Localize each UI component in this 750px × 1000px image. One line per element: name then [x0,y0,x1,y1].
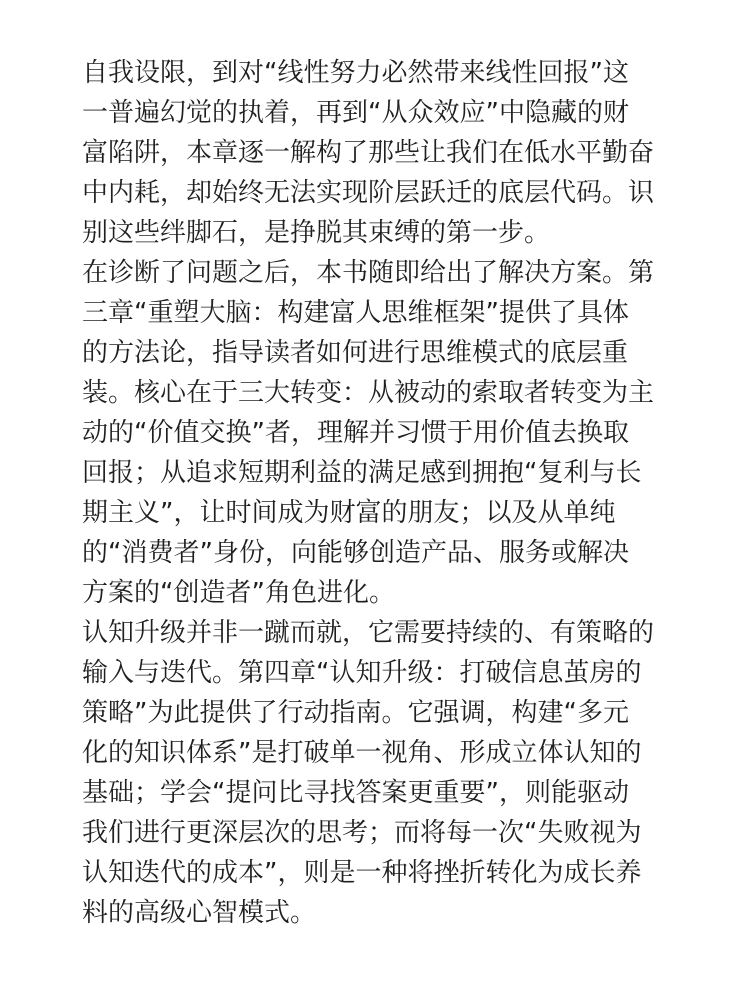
paragraph-1 [82,53,682,253]
paragraph-2 [82,253,682,613]
text-line: 的“消费者”身份，向能够创造产品、服务或解决 [82,538,629,568]
text-line: 的方法论，指导读者如何进行思维模式的底层重 [82,338,629,368]
text-line: 认知升级并非一蹴而就，它需要持续的、有策略的 [82,618,655,648]
text-line: 自我设限，到对“线性努力必然带来线性回报”这 [82,58,629,88]
text-line: 化的知识体系”是打破单一视角、形成立体认知的 [82,738,642,768]
text-line: 策略”为此提供了行动指南。它强调，构建“多元 [82,698,629,728]
text-line: 三章“重塑大脑：构建富人思维框架”提供了具体 [82,298,629,328]
text-line: 装。核心在于三大转变：从被动的索取者转变为主 [82,378,655,408]
text-line: 回报；从追求短期利益的满足感到拥抱“复利与长 [82,458,642,488]
text-line: 在诊断了问题之后，本书随即给出了解决方案。第 [82,258,655,288]
text-line: 输入与迭代。第四章“认知升级：打破信息茧房的 [82,658,642,688]
text-line: 期主义”，让时间成为财富的朋友；以及从单纯 [82,498,616,528]
text-line: 料的高级心智模式。 [82,898,317,928]
paragraph-3 [82,613,682,933]
text-line: 动的“价值交换”者，理解并习惯于用价值去换取 [82,418,629,448]
text-line: 别这些绊脚石，是挣脱其束缚的第一步。 [82,218,551,248]
text-line: 我们进行更深层次的思考；而将每一次“失败视为 [82,818,642,848]
text-line: 基础；学会“提问比寻找答案更重要”，则能驱动 [82,778,629,808]
text-line: 认知迭代的成本”，则是一种将挫折转化为成长养 [82,858,642,888]
text-line: 富陷阱，本章逐一解构了那些让我们在低水平勤奋 [82,138,655,168]
text-line: 中内耗，却始终无法实现阶层跃迁的底层代码。识 [82,178,655,208]
text-line: 方案的“创造者”角色进化。 [82,578,395,608]
text-line: 一普遍幻觉的执着，再到“从众效应”中隐藏的财 [82,98,629,128]
